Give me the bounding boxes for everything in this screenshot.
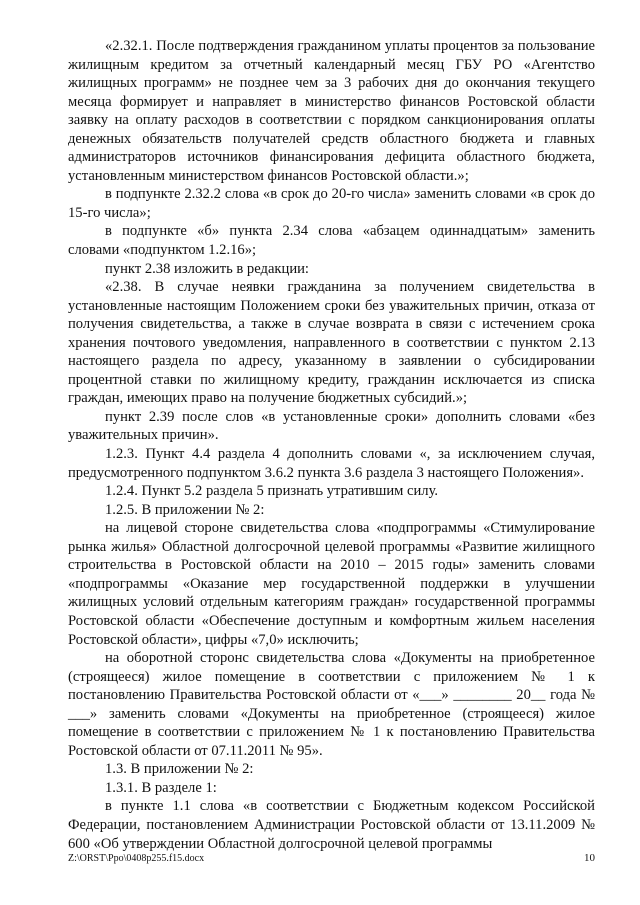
paragraph-2-34-amendment: в подпункте «б» пункта 2.34 слова «абзацем одиннадцатым» заменить словами «подпунктом 1.2.16»;: [68, 223, 595, 259]
paragraph-1-3: 1.3. В приложении № 2:: [105, 761, 254, 778]
paragraph-1-2-5: 1.2.5. В приложении № 2:: [105, 501, 265, 518]
paragraph-1-2-4: 1.2.4. Пункт 5.2 раздела 5 признать утратившим силу.: [105, 483, 439, 500]
paragraph-1-2-3: 1.2.3. Пункт 4.4 раздела 4 дополнить словами «, за исключением случая, предусмотренного подпунктом 3.6.2 пункта 3.6 раздела 3 настоящего Положения».: [68, 446, 595, 481]
paragraph-1-1-amendment: в пункте 1.1 слова «в соответствии с Бюджетным кодексом Российской Федерации, постановлением Администрации Ростовской области от 13.11.2009 № 600 «Об утверждении Областной долгосрочной целевой программы: [68, 798, 595, 852]
paragraph-front-side: на лицевой стороне свидетельства слова «подпрограммы «Стимулирование рынка жилья» Областной долгосрочной целевой программы «Развитие жилищного строительства в Ростовской области на 2010 – 2015 годы» заменить словами «подпрограммы «Оказание мер государственной поддержки в улучшении жилищных условий отдельным категориям граждан» государственной программы Ростовской области «Обеспечение доступным и комфортным жильем населения Ростовской области», цифры «7,0» исключить;: [68, 520, 595, 648]
paragraph-2-32-2-amendment: в подпункте 2.32.2 слова «в срок до 20-го числа» заменить словами «в срок до 15-го числа»;: [68, 186, 595, 221]
paragraph-2-38-intro: пункт 2.38 изложить в редакции:: [105, 260, 309, 277]
page-number: 10: [584, 852, 595, 864]
paragraph-2-38-quote: «2.38. В случае неявки гражданина за получением свидетельства в установленные настоящим Положением сроки без уважительных причин, отказа от получения свидетельства, а также в случае возврата в связи с истечением срока хранения почтового уведомления, направленного в соответствии с пунктом 2.13 настоящего раздела по адресу, указанному в заявлении о субсидировании процентной ставки по жилищному кредиту, гражданин исключается из списка граждан, имеющих право на получение бюджетных субсидий.»;: [68, 279, 595, 407]
footer-file-path: Z:\ORST\Ppo\0408p255.f15.docx: [68, 853, 205, 864]
paragraph-back-side: на оборотной сторонс свидетельства слова «Документы на приобретенное (строящееся) жилое помещение в соответствии с приложением № 1 к постановлению Правительства Ростовской области от «___» ________ 20__ года № ___» заменить словами «Документы на приобретенное (строящееся) жилое помещение в соответствии с приложением № 1 к постановлению Правительства Ростовской области от 07.11.2011 № 95».: [68, 650, 595, 759]
paragraph-2-39-amendment: пункт 2.39 после слов «в установленные сроки» дополнить словами «без уважительных причин».: [68, 408, 595, 444]
paragraph-2-32-1-quote: «2.32.1. После подтверждения гражданином уплаты процентов за пользование жилищным кредитом за отчетный календарный месяц ГБУ РО «Агентство жилищных программ» не позднее чем за 3 рабочих дня до окончания текущего месяца формирует и направляет в министерство финансов Ростовской области заявку на оплату расходов в соответствии с порядком санкционирования оплаты денежных обязательств получателей средств областного бюджета и главных администраторов источников финансирования дефицита областного бюджета, установленным министерством финансов Ростовской области.»;: [68, 38, 595, 184]
paragraph-1-3-1: 1.3.1. В разделе 1:: [105, 779, 217, 796]
document-body: [68, 37, 595, 853]
